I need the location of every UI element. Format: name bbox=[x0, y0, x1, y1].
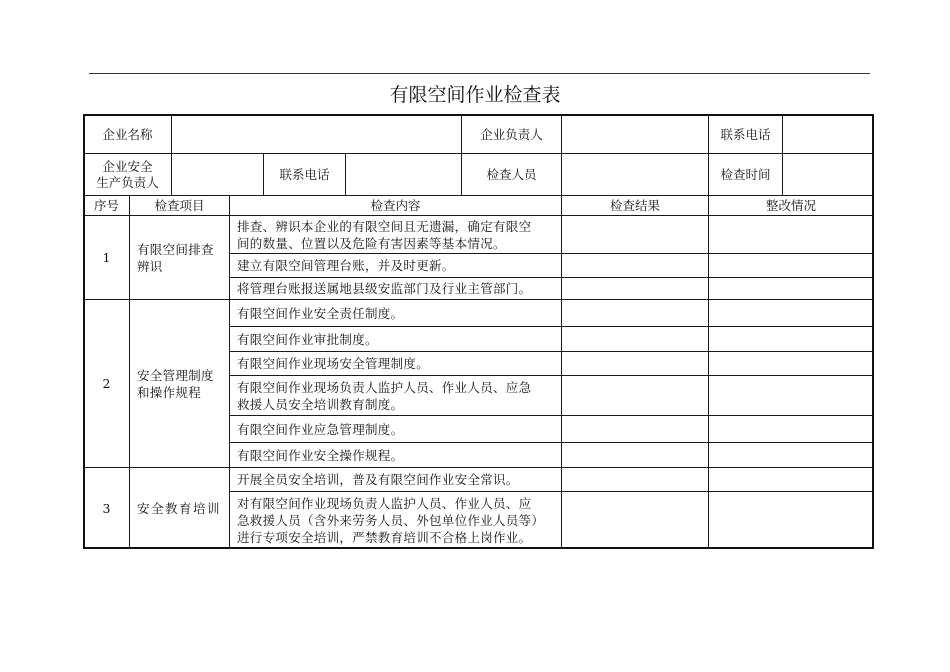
group-item: 安全管理制度 和操作规程 bbox=[137, 367, 214, 400]
safety-head-label: 企业安全 生产负责人 bbox=[96, 158, 159, 190]
check-content: 对有限空间作业现场负责人监护人员、作业人员、应 急救援人员（含外来劳务人员、外包单位作业人员等） 进行专项安全培训，严禁教育培训不合格上岗作业。 bbox=[237, 495, 545, 545]
contact-phone-label-2: 联系电话 bbox=[279, 167, 330, 182]
contact-phone-label: 联系电话 bbox=[720, 126, 771, 142]
result-column-cells[interactable] bbox=[562, 216, 708, 548]
group-item: 有限空间排查 辨识 bbox=[137, 241, 214, 274]
contact-phone-field[interactable] bbox=[783, 115, 873, 153]
page-title: 有限空间作业检查表 bbox=[389, 84, 561, 106]
check-content: 有限空间作业安全操作规程。 bbox=[237, 447, 404, 463]
rectify-column-cells[interactable] bbox=[709, 216, 873, 548]
safety-head-field[interactable] bbox=[172, 154, 263, 195]
check-content: 排查、辨识本企业的有限空间且无遗漏，确定有限空 间的数量、位置以及危险有害因素等基本情况。 bbox=[237, 218, 532, 251]
col-header-result: 检查结果 bbox=[609, 198, 660, 213]
col-header-rectify: 整改情况 bbox=[765, 198, 816, 213]
company-name-label: 企业名称 bbox=[102, 126, 153, 142]
group-seq: 3 bbox=[102, 500, 111, 516]
inspect-time-field[interactable] bbox=[783, 154, 873, 195]
col-header-item: 检查项目 bbox=[154, 198, 205, 213]
company-head-label: 企业负责人 bbox=[480, 126, 543, 142]
group-seq: 2 bbox=[102, 376, 111, 391]
check-content: 建立有限空间管理台账，并及时更新。 bbox=[237, 258, 455, 273]
group-seq: 1 bbox=[102, 250, 111, 265]
header-rule bbox=[89, 73, 870, 74]
check-content: 有限空间作业安全责任制度。 bbox=[237, 305, 404, 321]
inspect-time-label: 检查时间 bbox=[720, 167, 771, 182]
inspector-field[interactable] bbox=[562, 154, 708, 195]
contact-phone-field-2[interactable] bbox=[346, 154, 461, 195]
company-head-field[interactable] bbox=[562, 115, 708, 153]
check-content: 有限空间作业应急管理制度。 bbox=[237, 421, 404, 437]
check-content: 有限空间作业审批制度。 bbox=[237, 331, 378, 347]
check-content: 开展全员安全培训，普及有限空间作业安全常识。 bbox=[237, 472, 519, 487]
group-item: 安全教育培训 bbox=[137, 500, 222, 516]
check-content: 将管理台账报送属地县级安监部门及行业主管部门。 bbox=[237, 281, 532, 296]
company-name-field[interactable] bbox=[172, 115, 461, 153]
inspector-label: 检查人员 bbox=[486, 167, 537, 182]
check-content: 有限空间作业现场安全管理制度。 bbox=[237, 356, 430, 371]
check-content: 有限空间作业现场负责人监护人员、作业人员、应急 救援人员安全培训教育制度。 bbox=[237, 379, 532, 412]
col-header-content: 检查内容 bbox=[370, 198, 421, 213]
col-header-seq: 序号 bbox=[93, 198, 119, 213]
